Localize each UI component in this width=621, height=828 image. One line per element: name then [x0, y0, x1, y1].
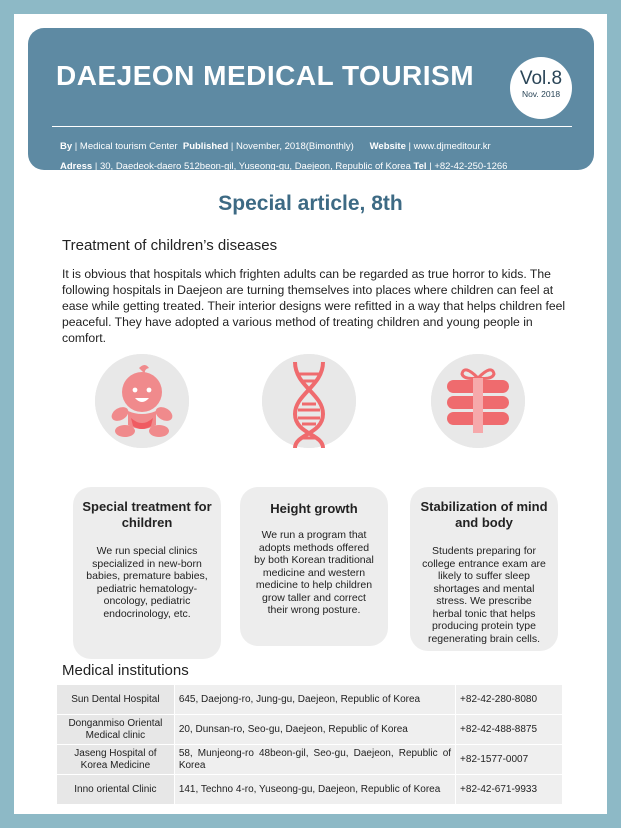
volume-date: Nov. 2018 — [521, 89, 561, 99]
table-row — [57, 715, 563, 745]
institution-name: Sun Dental Hospital — [57, 685, 175, 715]
masthead-address-line: Adress | 30, Daedeok-daero 512beon-gil, Yuseong-gu, Daejeon, Republic of Korea Tel | +82-42-250-1266 — [60, 161, 508, 172]
table-row — [57, 685, 563, 715]
volume-badge — [510, 57, 572, 119]
tel-label: Tel — [413, 161, 427, 172]
card-special-treatment — [73, 487, 221, 659]
published-label: Published — [182, 141, 229, 152]
card-body: We run special clinics specialized in new-born babies, premature babies, pediatric hematology-oncology, pediatric endocrinology, etc. — [86, 545, 208, 620]
institution-address: 20, Dunsan-ro, Seo-gu, Daejeon, Republic of Korea — [174, 715, 455, 745]
institutions-table — [56, 684, 563, 805]
masthead — [28, 28, 594, 170]
institution-name: Inno oriental Clinic — [57, 775, 175, 805]
gift-icon — [431, 354, 525, 448]
publication-title: DAEJEON MEDICAL TOURISM — [56, 60, 475, 91]
institution-tel: +82-42-671-9933 — [456, 775, 563, 805]
card-title: Height growth — [270, 501, 358, 516]
institution-tel: +82-42-488-8875 — [456, 715, 563, 745]
card-body: Students preparing for college entrance exam are likely to suffer sleep shortages and mental stress. We prescribe herbal tonic that helps producing protein type regenerating brain cells. — [422, 545, 546, 645]
dna-icon — [262, 354, 356, 448]
website-link[interactable]: www.djmeditour.kr — [413, 141, 491, 152]
card-body: We run a program that adopts methods offered by both Korean traditional medicine and western medicine to help children grow taller and correct their wrong posture. — [254, 529, 374, 616]
by-label: By — [60, 141, 73, 152]
tel-value: +82-42-250-1266 — [434, 161, 508, 172]
institution-address: 58, Munjeong-ro 48beon-gil, Seo-gu, Daejeon, Republic of Korea — [174, 745, 455, 775]
card-title: Stabilization of mind and body — [420, 499, 548, 530]
address-label: Adress — [60, 161, 93, 172]
institutions-heading: Medical institutions — [62, 662, 189, 679]
institution-tel: +82-1577-0007 — [456, 745, 563, 775]
masthead-divider — [52, 126, 572, 127]
institution-address: 645, Daejong-ro, Jung-gu, Daejeon, Republic of Korea — [174, 685, 455, 715]
institution-name: Jaseng Hospital of Korea Medicine — [57, 745, 175, 775]
by-value: Medical tourism Center — [79, 141, 178, 152]
table-row — [57, 775, 563, 805]
published-value: November, 2018(Bimonthly) — [236, 141, 354, 152]
card-height-growth — [240, 487, 388, 646]
institution-tel: +82-42-280-8080 — [456, 685, 563, 715]
intro-paragraph: It is obvious that hospitals which frighten adults can be regarded as true horror to kids. The following hospitals in Daejeon are turning themselves into places where children can feel at ease while getting treated. Their interior designs were refitted in a way that helps children feel peaceful. They have adopted a various method of treating children and young people in comfort. — [62, 267, 566, 345]
section-heading: Treatment of children’s diseases — [62, 237, 278, 254]
newsletter-page — [14, 14, 607, 814]
baby-icon — [95, 354, 189, 448]
table-row — [57, 745, 563, 775]
institution-address: 141, Techno 4-ro, Yuseong-gu, Daejeon, Republic of Korea — [174, 775, 455, 805]
address-value: 30, Daedeok-daero 512beon-gil, Yuseong-gu, Daejeon, Republic of Korea — [99, 161, 411, 172]
volume-number: Vol.8 — [519, 68, 563, 89]
card-stabilization — [410, 487, 558, 651]
card-title: Special treatment for children — [82, 499, 212, 530]
institution-name: Donganmiso Oriental Medical clinic — [57, 715, 175, 745]
article-title: Special article, 8th — [218, 192, 403, 215]
masthead-info-line: By | Medical tourism Center Published | November, 2018(Bimonthly) Website | www.djmeditour.kr — [60, 141, 491, 152]
website-label: Website — [369, 141, 406, 152]
